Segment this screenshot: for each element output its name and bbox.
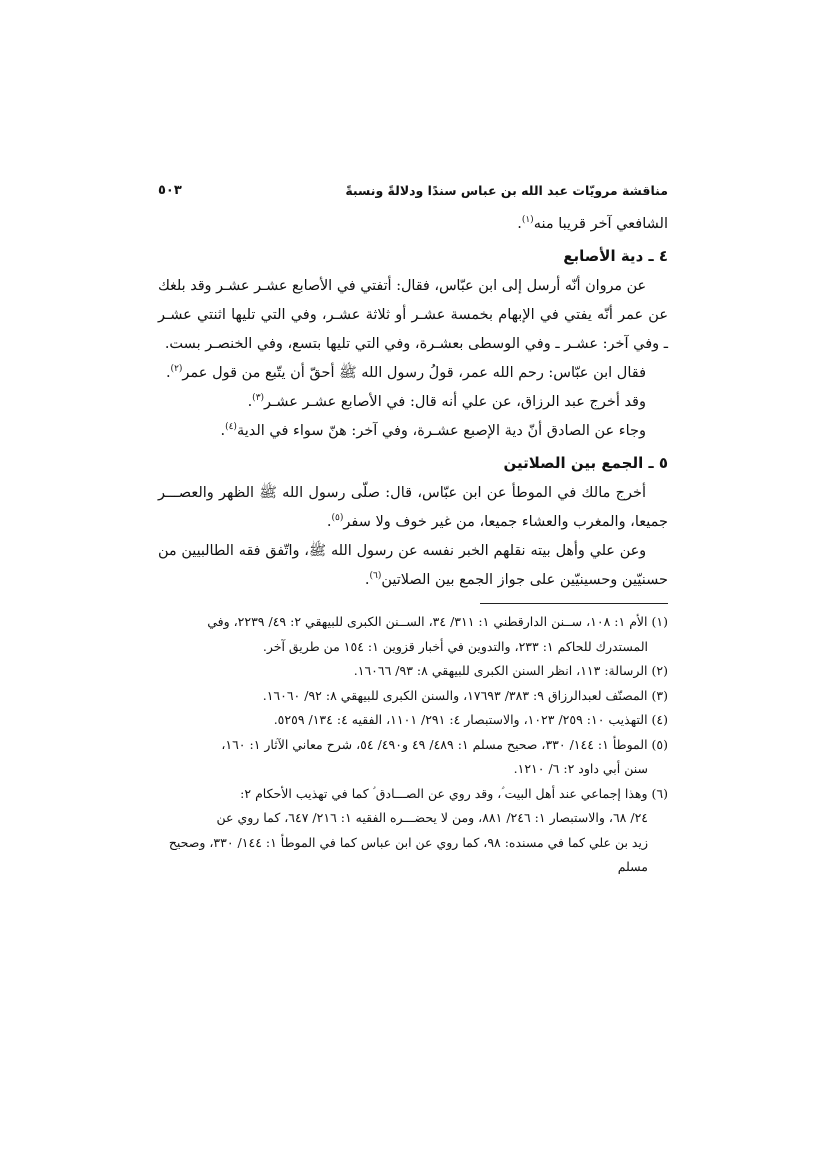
paragraph-line: جميعا، والمغرب والعشاء جميعا، من غير خوف ولا سفر$^{(٥)}$. xyxy=(326,513,668,530)
footnote-line: (٥) الموطأ ١: ١٤٤/ ٣٣٠، صحيح مسلم ١: ٤٨٩/ ٤٩ و٤٩٠/ ٥٤، شرح معاني الآثار ١: ١٦٠، xyxy=(221,736,668,752)
footnote-line: المستدرك للحاكم ١: ٢٣٣، والتدوين في أخبار قزوين ١: ١٥٤ من طريق آخر. xyxy=(262,638,648,654)
footnote-ref: (٥) xyxy=(331,513,344,524)
footnote-line: (٤) التهذيب ١٠: ٢٥٩/ ١٠٢٣، والاستبصار ٤: ٢٩١/ ١١٠١، الفقيه ٤: ١٣٤/ ٥٢٥٩. xyxy=(273,712,668,727)
running-header xyxy=(158,183,668,210)
paragraph-line: أخرج مالك في الموطأ عن ابن عبّاس، قال: صلّى رسول الله ﷺ الظهر والعصـــر xyxy=(158,485,646,501)
footnote-line: (٢) الرسالة: ١١٣، انظر السنن الكبرى للبيهقي ٨: ٩٣/ ١٦٠٦٦. xyxy=(353,663,668,678)
paragraph-line: ـ وفي آخر: عشـر ـ وفي الوسطى بعشـرة، وفي التي تليها بتسع، وفي الخنصـر بست. xyxy=(164,336,668,352)
paragraph-line: عن عمر أنّه يفتي في الإبهام بخمسة عشـر أو ثلاثة عشـر، وفي التي تليها اثنتي عشـر xyxy=(158,307,668,323)
paragraph-line: فقال ابن عبّاس: رحم الله عمر، قولُ رسول الله ﷺ أحقّ أن يتّبع من قول عمر$^{(٢)}$. xyxy=(165,364,646,381)
footnote-ref: (١) xyxy=(521,215,534,226)
paragraph-line: وقد أخرج عبد الرزاق، عن علي أنه قال: في الأصابع عشـر عشـر$^{(٣)}$. xyxy=(247,393,646,410)
footnote-ref: (٣) xyxy=(252,393,265,404)
footnote-line: (٦) وهذا إجماعي عند أهل البيت ؑ، وقد روي عن الصـــادق ؑ كما في تهذيب الأحكام ٢: xyxy=(240,785,668,801)
footnote-line: زيد بن علي كما في مسنده: ٩٨، كما روي عن ابن عباس كما في الموطأ ١: ١٤٤/ ٣٣٠، وصحيح xyxy=(168,834,648,850)
footnote-ref: (٦) xyxy=(369,571,382,582)
footnote-line: سنن أبي داود ٢: ٦/ ١٢١٠. xyxy=(513,761,648,776)
footnote-ref: (٢) xyxy=(170,364,183,375)
header-title: مناقشة مرويّات عبد الله بن عباس سندًا ودلالةً ونسبةً xyxy=(345,183,668,198)
footnote-line: (١) الأم ١: ١٠٨، ســنن الدارقطني ١: ٣١١/ ٣٤، الســنن الكبرى للبيهقي ٢: ٤٩/ ٢٢٣٩، وفي xyxy=(207,614,668,629)
book-page xyxy=(158,183,668,880)
footnote-ref: (٤) xyxy=(225,422,237,433)
footnote-line: (٣) المصنّف لعبدالرزاق ٩: ٣٨٣/ ١٧٦٩٣، والسنن الكبرى للبيهقي ٨: ٩٢/ ١٦٠٦٠. xyxy=(262,687,668,703)
paragraph-line: وجاء عن الصادق أنّ دية الإصبع عشـرة، وفي آخر: هنّ سواء في الدية$^{(٤)}$. xyxy=(220,422,646,439)
footnote-separator xyxy=(480,603,668,604)
section-4-heading: ٤ ـ دية الأصابع xyxy=(563,247,668,265)
paragraph-line: عن مروان أنّه أرسل إلى ابن عبّاس، فقال: أتفتي في الأصابع عشـر عشـر وقد بلغك xyxy=(158,278,646,294)
page-number: ٥٠٣ xyxy=(158,183,182,198)
footnote-line: مسلم xyxy=(617,859,648,874)
section-5-heading: ٥ ـ الجمع بين الصلاتين xyxy=(503,454,668,472)
footnotes xyxy=(158,610,668,880)
footnote-line: ٢٤/ ٦٨، والاستبصار ١: ٢٤٦/ ٨٨١، ومن لا يحضـــره الفقيه ١: ٢١٦/ ٦٤٧، كما روي عن xyxy=(216,810,648,825)
paragraph-line: حسنيّين وحسينيّين على جواز الجمع بين الصلاتين$^{(٦)}$. xyxy=(364,571,668,588)
paragraph-line: وعن علي وأهل بيته نقلهم الخبر نفسه عن رسول الله ﷺ، واتّفق فقه الطالبيين من xyxy=(158,543,646,559)
intro-line: الشافعي آخر قريبا منه$^{(١)}$. xyxy=(517,215,668,232)
